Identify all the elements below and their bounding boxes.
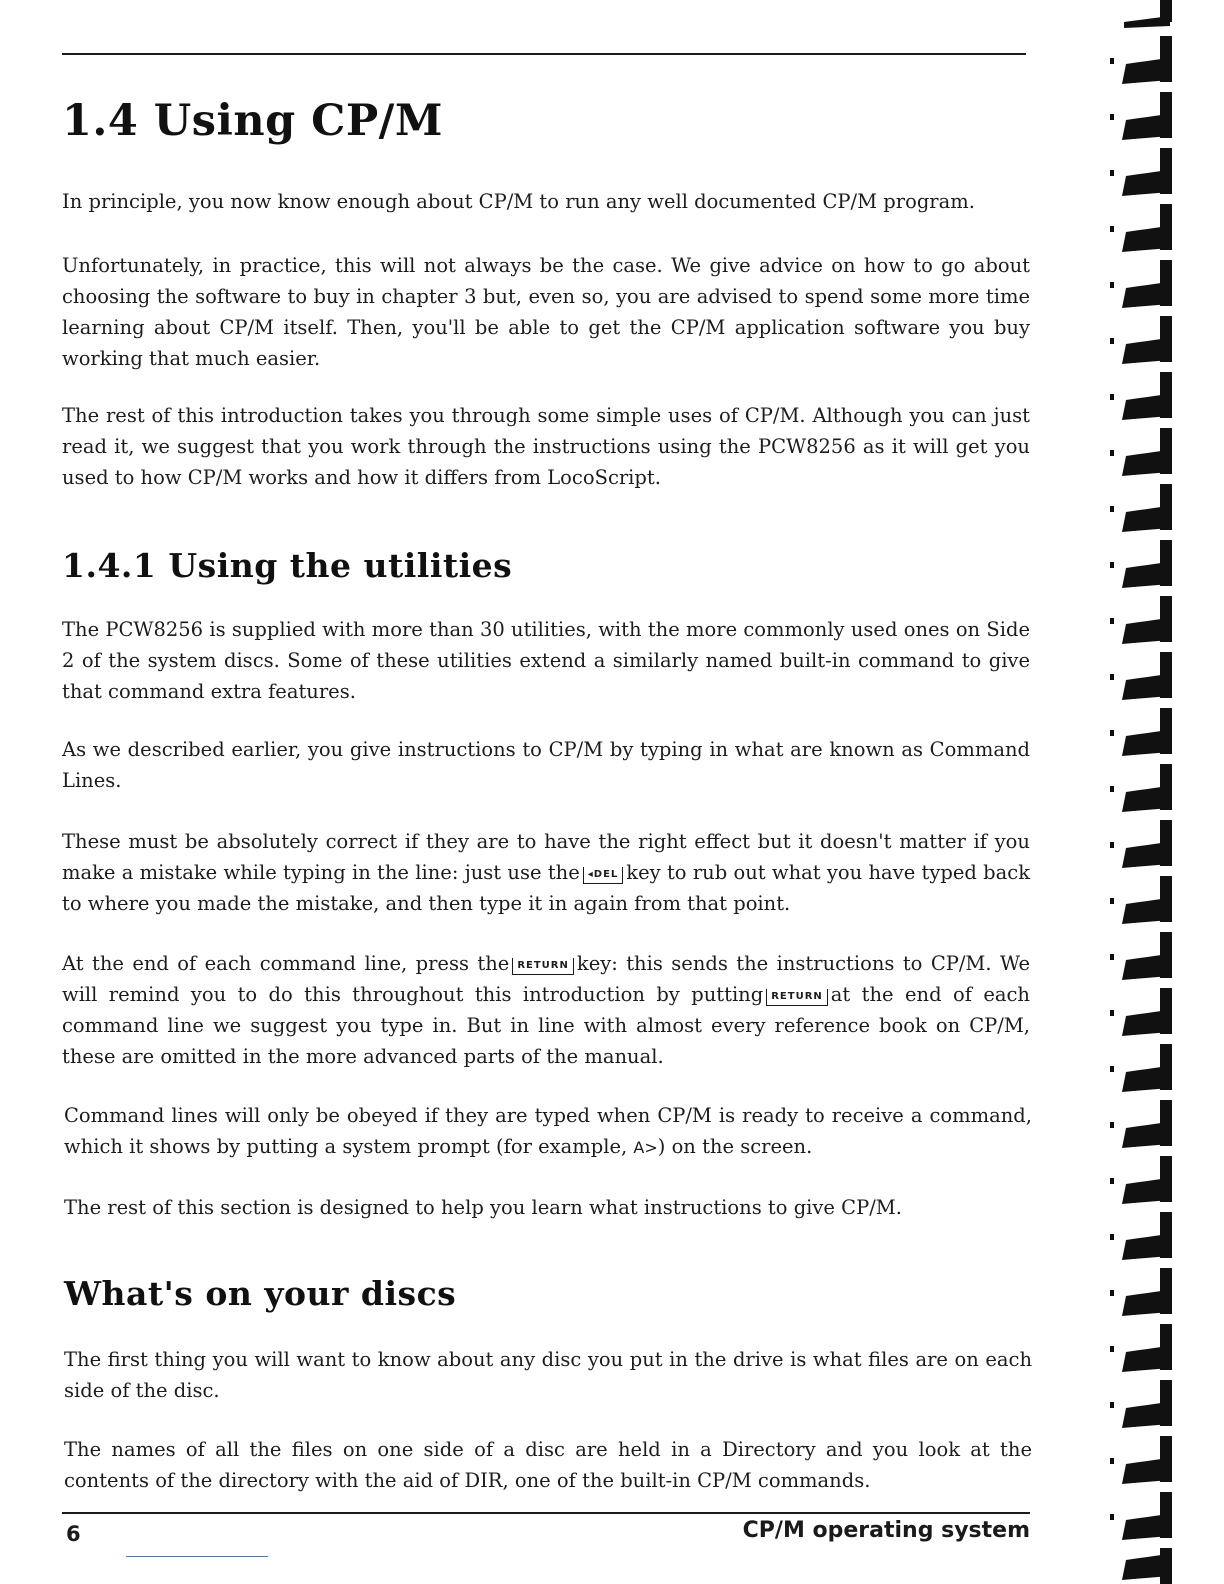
text: ) on the screen. — [657, 1135, 813, 1158]
paragraph-10: The first thing you will want to know about any disc you put in the drive is what files are on each side of the disc. — [64, 1348, 1032, 1402]
text: Command lines will only be obeyed if they are typed when CP/M is ready to receive a command, which it shows by putting a system prompt (for example, — [64, 1104, 1032, 1158]
text: At the end of each command line, press the — [62, 952, 510, 975]
paragraph-5: As we described earlier, you give instructions to CP/M by typing in what are known as Command Lines. — [62, 738, 1030, 792]
paragraph-4: The PCW8256 is supplied with more than 30 utilities, with the more commonly used ones on Side 2 of the system discs. Some of these utilities extend a similarly named built-in command to give that command extra features. — [62, 618, 1030, 703]
scan-artifact-line — [126, 1556, 268, 1557]
text: at the end of each command line we suggest you type in. But in line with almost every reference book on CP/M, these are omitted in the more advanced parts of the manual. — [62, 983, 1030, 1068]
paragraph-3: The rest of this introduction takes you through some simple uses of CP/M. Although you can just read it, we suggest that you work through the instructions using the PCW8256 as it will get you used to how CP/M works and how it differs from LocoScript. — [62, 404, 1030, 489]
page-number: 6 — [66, 1522, 81, 1546]
text: key: this sends the instructions to CP/M. We will remind you to do this throughout this introduction by putting — [62, 952, 1030, 1006]
del-key: ◂DEL — [583, 867, 624, 884]
text: These must be absolutely correct if they are to have the right effect but it doesn't matter if you make a mistake while typing in the line: just use the — [62, 830, 1030, 884]
paragraph-1: In principle, you now know enough about CP/M to run any well documented CP/M program. — [62, 190, 975, 213]
section-heading: 1.4.1 Using the utilities — [62, 546, 513, 585]
paragraph-2: Unfortunately, in practice, this will not always be the case. We give advice on how to go about choosing the software to buy in chapter 3 but, even so, you are advised to spend some more time learning about CP/M itself. Then, you'll be able to get the CP/M application software you buy working that much easier. — [62, 254, 1030, 370]
page-title: 1.4 Using CP/M — [62, 96, 443, 146]
top-rule — [62, 53, 1026, 55]
paragraph-7 — [62, 948, 1030, 1072]
return-key: RETURN — [766, 989, 828, 1006]
return-key: RETURN — [512, 958, 574, 975]
paragraph-8 — [64, 1100, 1032, 1163]
paragraph-9: The rest of this section is designed to help you learn what instructions to give CP/M. — [64, 1196, 902, 1219]
bottom-rule — [62, 1512, 1030, 1514]
paragraph-6 — [62, 826, 1030, 919]
system-prompt: A> — [633, 1138, 658, 1157]
paragraph-11: The names of all the files on one side of a disc are held in a Directory and you look at the contents of the directory with the aid of DIR, one of the built-in CP/M commands. — [64, 1438, 1032, 1492]
binding-tab-marks — [1104, 0, 1224, 1584]
subheading: What's on your discs — [64, 1274, 457, 1313]
text: key to rub out what you have typed back to where you made the mistake, and then type it in again from that point. — [62, 861, 1031, 915]
footer-title: CP/M operating system — [742, 1518, 1030, 1543]
